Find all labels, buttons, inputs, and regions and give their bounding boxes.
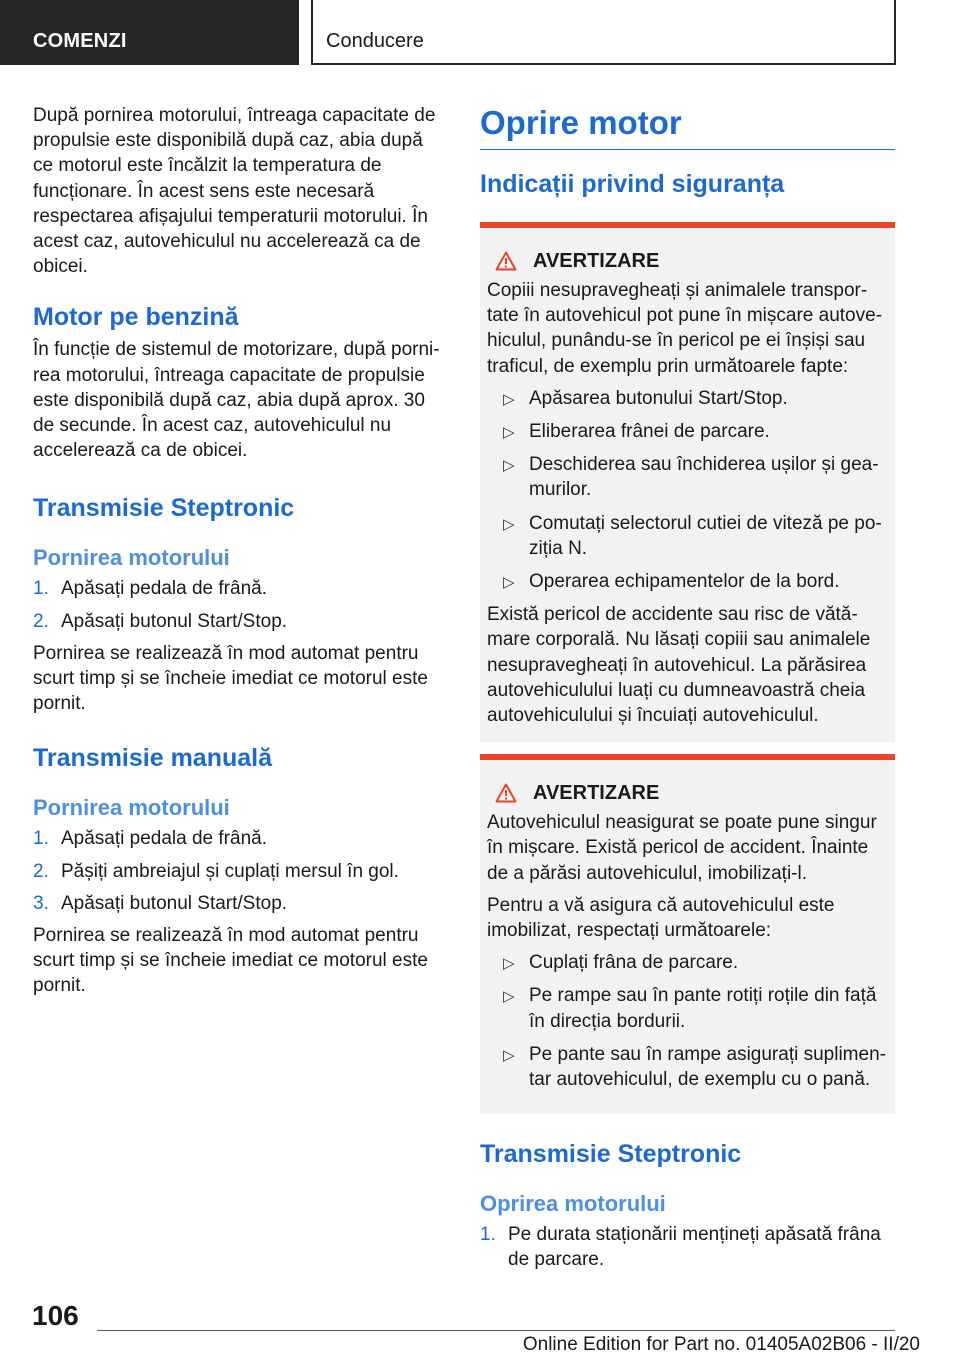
- bullet-text: Comutați selectorul cutiei de viteză pe poziția N.: [529, 512, 882, 559]
- list-item: [487, 983, 888, 1033]
- triangle-right-icon: ▷: [503, 988, 515, 1006]
- triangle-right-icon: ▷: [503, 574, 515, 592]
- safety-heading: Indicații privind siguranța: [480, 170, 785, 198]
- list-item: [487, 1042, 888, 1092]
- list-item: [487, 511, 888, 561]
- step-text: Pe durata staționării mențineți apăsată frâna de parcare.: [508, 1224, 881, 1271]
- right-column: [480, 103, 895, 1280]
- list-item: [487, 569, 888, 594]
- step-text: Apăsați pedala de frână.: [61, 578, 267, 600]
- manual-start-subheading: Pornirea motorului: [33, 795, 230, 821]
- warning-bullets: [487, 386, 888, 594]
- petrol-paragraph: În funcție de sistemul de motorizare, după pornirea motorului, întreaga capacitate de propulsie este disponibilă după caz, abia după aprox. 30 de secunde. În acest caz, autovehiculul nu accelerează ca de obicei.: [33, 339, 440, 462]
- triangle-right-icon: ▷: [503, 390, 515, 408]
- page-title: Oprire motor: [480, 103, 895, 150]
- step-text: Pășiți ambreiajul și cuplați mersul în gol.: [61, 860, 399, 882]
- warning-triangle-icon: [495, 783, 517, 803]
- steptronic-stop-steps: [480, 1222, 895, 1272]
- step-text: Apăsați butonul Start/Stop.: [61, 892, 288, 914]
- list-item: [487, 386, 888, 411]
- petrol-heading: Motor pe benzină: [33, 303, 239, 332]
- list-item: [33, 891, 448, 916]
- intro-paragraph: După pornirea motorului, întreaga capacitate de propulsie este disponibilă după caz, abia după ce motorul este încălzit la temperatura de funcționare. În acest sens este necesară respectarea afișajului temperaturii motorului. În acest caz, autovehiculul nu accelerează ca de obicei.: [33, 105, 436, 278]
- section-tab: [0, 0, 299, 65]
- bullet-text: Deschiderea sau închiderea ușilor și geamurilor.: [529, 454, 879, 501]
- warning-bullets: [487, 950, 888, 1092]
- triangle-right-icon: ▷: [503, 955, 515, 973]
- list-item: [480, 1222, 895, 1272]
- step-text: Apăsați butonul Start/Stop.: [61, 610, 288, 632]
- list-item: [487, 452, 888, 502]
- step-number: 1.: [480, 1224, 496, 1246]
- manual-start-note: Pornirea se realizează în mod automat pentru scurt timp și se încheie imediat ce motorul este pornit.: [33, 925, 428, 997]
- triangle-right-icon: ▷: [503, 515, 515, 533]
- triangle-right-icon: ▷: [503, 424, 515, 442]
- step-text: Apăsați pedala de frână.: [61, 828, 267, 850]
- bullet-text: Pe rampe sau în pante rotiți roțile din față în direcția bordurii.: [529, 985, 877, 1032]
- warning-title: [487, 780, 888, 806]
- chapter-label: Conducere: [326, 30, 424, 52]
- warning-text-2: Pentru a vă asigura că autovehiculul este imobilizat, respectați următoarele:: [487, 894, 835, 942]
- warning-title-text: AVERTIZARE: [533, 782, 660, 805]
- bullet-text: Pe pante sau în rampe asigurați suplimentar autovehiculul, de exemplu cu o pană.: [529, 1043, 886, 1091]
- step-number: 2.: [33, 610, 49, 632]
- bullet-text: Cuplați frâna de parcare.: [529, 952, 739, 974]
- step-number: 3.: [33, 892, 49, 914]
- footer-divider: [97, 1330, 895, 1331]
- chapter-tab: [311, 0, 896, 65]
- manual-start-steps: [33, 826, 448, 916]
- steptronic-heading: Transmisie Steptronic: [33, 494, 295, 523]
- warning-triangle-icon: [495, 251, 517, 271]
- bullet-text: Eliberarea frânei de parcare.: [529, 421, 770, 443]
- step-number: 1.: [33, 578, 49, 600]
- step-number: 2.: [33, 860, 49, 882]
- warning-text: Copiii nesupravegheați și animalele transportate în autovehicul pot pune în mișcare autovehiculul, punându-se în pericol pe ei înșiși sau traficul, de exemplu prin următoarele fapte:: [487, 280, 883, 377]
- bullet-text: Operarea echipamentelor de la bord.: [529, 571, 840, 593]
- step-number: 1.: [33, 828, 49, 850]
- warning-title: [487, 248, 888, 274]
- section-label: COMENZI: [33, 30, 127, 52]
- triangle-right-icon: ▷: [503, 457, 515, 475]
- edition-note: Online Edition for Part no. 01405A02B06 - II/20: [522, 1334, 920, 1355]
- warning-title-text: AVERTIZARE: [533, 250, 660, 272]
- list-item: [33, 826, 448, 851]
- warning-box-children: [480, 222, 895, 742]
- bullet-text: Apăsarea butonului Start/Stop.: [529, 387, 788, 409]
- warning-after-text: Există pericol de accidente sau risc de vătămare corporală. Nu lăsați copiii sau animalele nesupravegheați în autovehicul. La părăsirea autovehiculului luați cu dumneavoastră cheia autovehiculului și încuiați autovehiculul.: [487, 604, 871, 727]
- warning-text: Autovehiculul neasigurat se poate pune singur în mișcare. Există pericol de accident. Înainte de a părăsi autovehiculul, imobilizați-l.: [487, 812, 877, 884]
- steptronic-start-note: Pornirea se realizează în mod automat pentru scurt timp și se încheie imediat ce motorul este pornit.: [33, 642, 428, 715]
- list-item: [33, 609, 448, 634]
- page-number: 106: [32, 1300, 79, 1331]
- left-column: [33, 103, 448, 1006]
- list-item: [33, 859, 448, 884]
- steptronic-start-steps: [33, 576, 448, 633]
- steptronic-stop-heading: Transmisie Steptronic: [480, 1140, 742, 1169]
- list-item: [487, 950, 888, 975]
- manual-heading: Transmisie manuală: [33, 744, 273, 773]
- warning-box-unsecured: [480, 754, 895, 1114]
- steptronic-stop-subheading: Oprirea motorului: [480, 1191, 666, 1217]
- triangle-right-icon: ▷: [503, 1046, 515, 1064]
- steptronic-start-subheading: Pornirea motorului: [33, 545, 230, 571]
- list-item: [487, 419, 888, 444]
- list-item: [33, 576, 448, 601]
